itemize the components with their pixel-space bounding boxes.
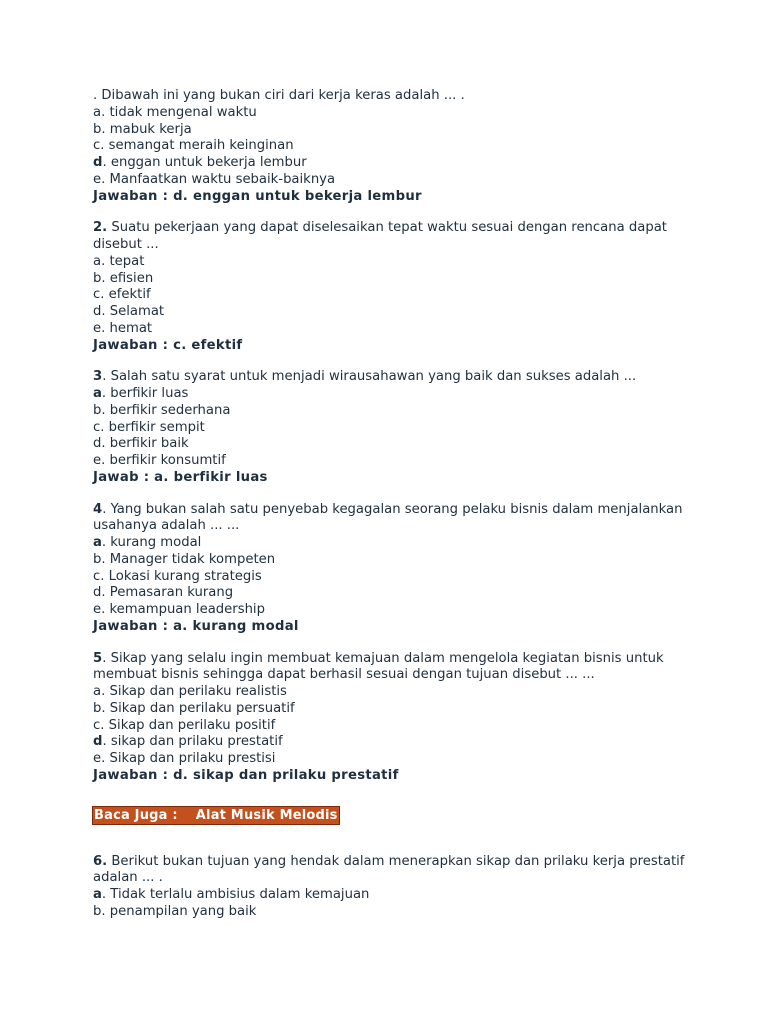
text-span: c [93,138,101,154]
question-stem [93,651,713,685]
text-span: a [93,253,102,269]
text-span: . [101,551,110,567]
text-span: . [101,171,110,187]
option-c [93,138,713,155]
option-d [93,436,713,453]
text-span: . [101,602,110,617]
option-b [93,701,713,718]
answer: Jawaban : d. enggan untuk bekerja lembur [93,188,422,204]
question-stem [93,220,713,254]
text-span: d [93,436,102,452]
option-a [93,105,713,122]
question-1 [93,88,713,205]
text-span: efektif [108,287,151,303]
text-span: . [102,734,111,750]
question-3 [93,369,713,486]
option-e [93,602,713,619]
text-span: 6. [93,853,108,869]
text-span: 5 [93,650,103,666]
option-a [93,254,713,271]
answer: Jawaban : c. efektif [93,337,243,353]
option-a [93,535,713,552]
text-span: penampilan yang baik [109,903,257,919]
text-span: Sikap dan perilaku positif [108,717,276,733]
related-article-promo [93,807,713,825]
text-span: b [93,903,102,919]
text-span: . [101,903,110,919]
text-span: c [93,287,101,303]
text-span: . [101,453,110,468]
option-a [93,684,713,701]
text-span: . Sikap yang selalu ingin membuat kemajuan dalam mengelola kegiatan bisnis untuk membuat bisnis sehingga dapat berhasil sesuai dengan tujuan disebut ... ... [93,650,664,683]
text-span: b [93,551,102,567]
document-body [93,88,713,936]
text-span: berfikir konsumtif [109,453,226,468]
text-span: a [93,535,102,550]
text-span: . [100,419,109,435]
text-span: Sikap dan perilaku persuatif [109,700,295,716]
option-a [93,887,713,904]
text-span: 4 [93,501,103,517]
text-span: e [93,751,102,766]
text-span: sikap dan prilaku prestatif [110,734,283,750]
text-span: . [100,717,109,733]
text-span: . [101,253,110,269]
related-article-link[interactable] [93,807,339,824]
option-b [93,552,713,569]
text-span: . [101,436,110,452]
question-5 [93,651,713,785]
question-stem [93,369,713,386]
text-span: Manfaatkan waktu sebaik-baiknya [109,171,336,187]
option-d [93,304,713,321]
option-c [93,287,713,304]
question-stem [93,854,713,888]
text-span: d [93,304,102,319]
option-b [93,122,713,139]
text-span: . [101,684,110,699]
text-span: berfikir luas [110,386,189,401]
text-span: 2. [93,220,108,236]
option-c [93,569,713,586]
text-span: . [101,270,110,286]
text-span: a [93,386,102,401]
promo-link-text[interactable]: Alat Musik Melodis [195,807,338,823]
option-d [93,734,713,751]
text-span: efisien [109,270,154,286]
text-span: . [102,155,111,170]
answer: Jawaban : a. kurang modal [93,618,299,634]
option-e [93,321,713,338]
promo-prefix: Baca Juga : [94,807,178,823]
text-span: d [93,585,102,601]
text-span: Selamat [109,304,165,319]
text-span: . Salah satu syarat untuk menjadi wirausahawan yang baik dan sukses adalah ... [102,369,637,385]
text-span: c [93,419,101,435]
question-stem [93,88,713,105]
question-4 [93,502,713,636]
option-b [93,403,713,420]
text-span: kurang modal [110,535,202,550]
option-e [93,172,713,189]
text-span: . Dibawah ini yang bukan ciri dari kerja keras adalah ... . [93,88,465,103]
text-span: a [93,887,102,902]
text-span: d [93,734,103,750]
text-span: berfikir sederhana [109,402,231,418]
question-2 [93,220,713,354]
text-span: Manager tidak kompeten [109,551,276,567]
text-span: Tidak terlalu ambisius dalam kemajuan [110,887,370,902]
text-span: 3 [93,369,103,385]
text-span: . [101,386,111,401]
option-b [93,904,713,921]
option-e [93,453,713,470]
text-span: d [93,155,103,170]
question-6 [93,854,713,921]
text-span: mabuk kerja [109,121,192,137]
text-span: tidak mengenal waktu [109,104,257,120]
option-d [93,585,713,602]
text-span: a [93,104,102,120]
text-span: e [93,602,102,617]
text-span: . [101,585,110,601]
text-span: Lokasi kurang strategis [108,568,262,584]
text-span: tepat [109,253,145,269]
option-d [93,155,713,172]
text-span: berfikir baik [109,436,189,452]
answer: Jawab : a. berfikir luas [93,469,268,485]
text-span: . [101,535,111,550]
text-span: b [93,121,102,137]
text-span: Berikut bukan tujuan yang hendak dalam menerapkan sikap dan prilaku kerja prestatif adalan ... . [93,853,685,886]
text-span: kemampuan leadership [109,602,265,617]
text-span: Sikap dan prilaku prestisi [109,751,276,766]
text-span: . [100,138,109,154]
text-span: semangat meraih keinginan [108,138,294,154]
text-span: . [101,700,110,716]
text-span: . [101,304,110,319]
text-span: hemat [109,320,153,336]
text-span: c [93,717,101,733]
text-span: . [101,121,110,137]
text-span: enggan untuk bekerja lembur [110,155,307,170]
answer: Jawaban : d. sikap dan prilaku prestatif [93,767,399,783]
text-span: b [93,700,102,716]
text-span: . [101,320,110,336]
text-span: Suatu pekerjaan yang dapat diselesaikan tepat waktu sesuai dengan rencana dapat disebut ... [93,220,667,252]
option-c [93,420,713,437]
text-span: . [101,402,110,418]
question-stem [93,502,713,536]
text-span: c [93,568,101,584]
text-span: Sikap dan perilaku realistis [109,684,287,699]
text-span: e [93,171,102,187]
text-span: Pemasaran kurang [109,585,234,601]
option-e [93,751,713,768]
text-span: . [101,104,110,120]
text-span: . [101,887,111,902]
text-span: b [93,402,102,418]
option-c [93,718,713,735]
text-span: . [101,751,110,766]
text-span: a [93,684,102,699]
text-span: e [93,453,102,468]
text-span: berfikir sempit [108,419,205,435]
option-a [93,386,713,403]
option-b [93,271,713,288]
text-span: . [100,287,109,303]
text-span: . Yang bukan salah satu penyebab kegagalan seorang pelaku bisnis dalam menjalankan usahanya adalah ... ... [93,501,683,534]
text-span: . [100,568,109,584]
text-span: b [93,270,102,286]
text-span: e [93,320,102,336]
